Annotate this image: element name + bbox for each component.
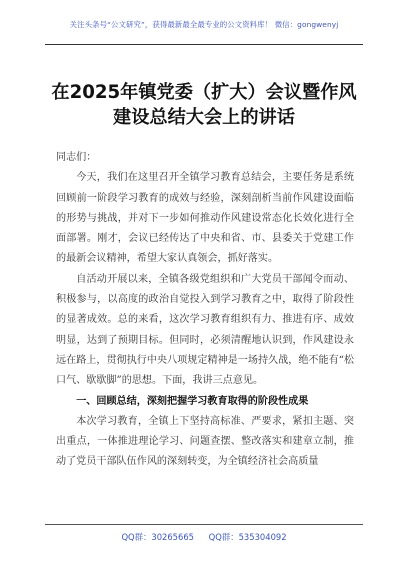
footer-divider xyxy=(45,524,363,525)
document-body xyxy=(56,148,354,473)
footer-qq-group-1: QQ群：30265665 xyxy=(121,532,194,542)
paragraph-overview: 自活动开展以来，全镇各级党组织和广大党员干部闻令而动、积极参与，以高度的政治自觉投入到学习教育之中，取得了阶段性的显著成效。总的来看，这次学习教育组织有力、推进有序、成效明显，达到了预期目标。但同时，必须清醒地认识到，作风建设永远在路上，贯彻执行中央八项规定精神是一场持久战，绝不能有“松口气、歇歇脚”的思想。下面，我讲三点意见。 xyxy=(56,273,354,387)
paragraph-intro: 今天，我们在这里召开全镇学习教育总结会，主要任务是系统回顾前一阶段学习教育的成效与经验，深刻剖析当前作风建设面临的形势与挑战，并对下一步如何推动作风建设常态化长效化进行全面部署。刚才，会议已经传达了中央和省、市、县委关于党建工作的最新会议精神，希望大家认真领会，抓好落实。 xyxy=(56,172,354,265)
header-note: 关注头条号“公文研究”，获得最新最全最专业的公文资料库！ 微信：gongwenyj xyxy=(69,20,339,29)
header-divider xyxy=(45,44,363,45)
section-heading: 一、回顾总结，深刻把握学习教育取得的阶段性成果 xyxy=(76,395,309,407)
title-line-1: 在2025年镇党委（扩大）会议暨作风 xyxy=(51,82,357,103)
document-title xyxy=(40,80,368,130)
title-line-2: 建设总结大会上的讲话 xyxy=(113,107,295,128)
paragraph-section1: 本次学习教育，全镇上下坚持高标准、严要求，紧扣主题、突出重点，一体推进理论学习、问题查摆、整改落实和建章立制，推动了党员干部队伍作风的深刻转变，为全镇经济社会高质量 xyxy=(56,415,354,468)
footer-qq-group-2: QQ群：535304092 xyxy=(208,532,287,542)
salutation: 同志们： xyxy=(56,152,97,163)
footer xyxy=(0,531,408,543)
